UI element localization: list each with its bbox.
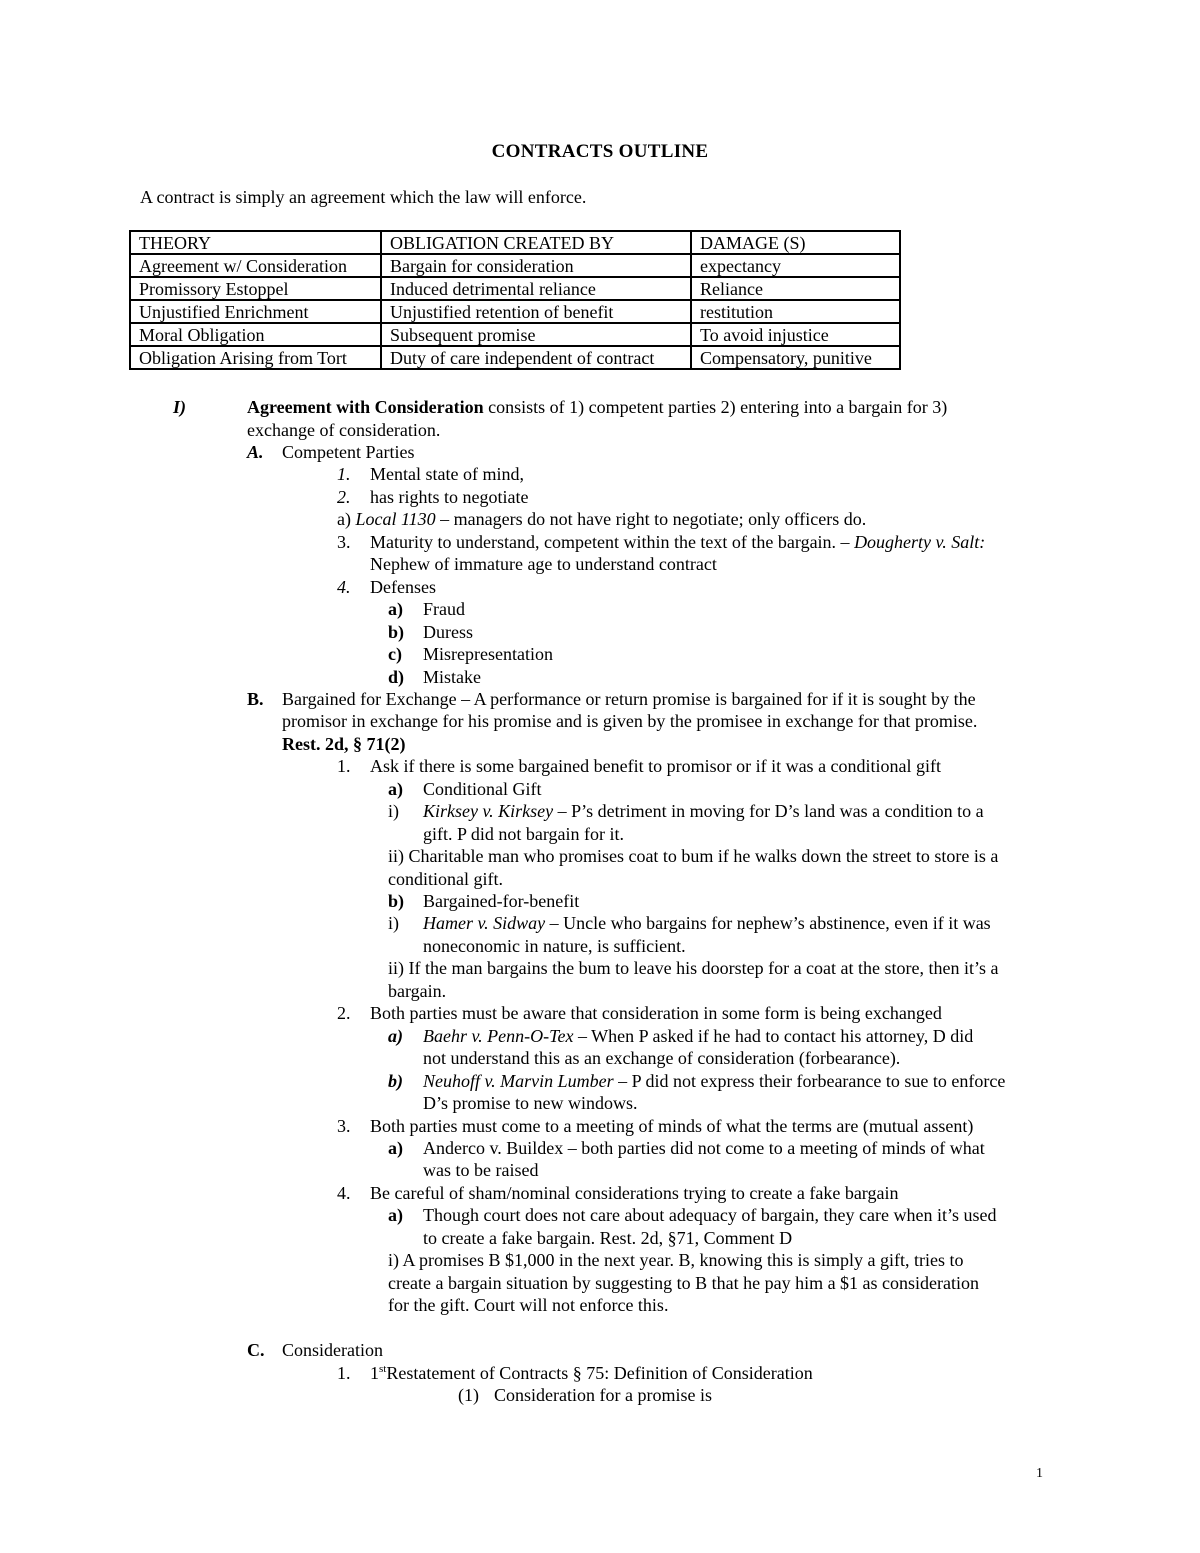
table-cell: To avoid injustice (691, 323, 900, 346)
list-marker: 3. (337, 1116, 351, 1136)
list-item: Though court does not care about adequacy of bargain, they care when it’s used (423, 1205, 997, 1225)
section-heading: Agreement with Consideration (247, 397, 484, 417)
list-marker: b) (388, 891, 405, 911)
table-cell: Bargain for consideration (381, 254, 691, 277)
case-name: Local 1130 (355, 509, 436, 529)
table-row (130, 277, 900, 300)
table-cell: Reliance (691, 277, 900, 300)
list-marker: c) (388, 644, 402, 664)
table-cell: Duty of care independent of contract (381, 346, 691, 369)
list-marker: i) (388, 913, 399, 933)
case-name: Kirksey v. Kirksey (423, 801, 554, 821)
list-item (337, 508, 866, 531)
list-item: Both parties must come to a meeting of minds of what the terms are (mutual assent) (370, 1116, 974, 1136)
list-marker: i) (388, 801, 399, 821)
list-item: Mistake (423, 667, 481, 687)
table-cell: Unjustified retention of benefit (381, 300, 691, 323)
document-title: CONTRACTS OUTLINE (491, 141, 709, 162)
table-cell: Induced detrimental reliance (381, 277, 691, 300)
list-item: Consideration for a promise is (494, 1385, 712, 1405)
subsection-label: Competent Parties (282, 442, 415, 462)
list-item: for the gift. Court will not enforce this. (388, 1295, 669, 1315)
list-item: ii) If the man bargains the bum to leave his doorstep for a coat at the store, then it’s a (388, 958, 999, 978)
table-cell: Subsequent promise (381, 323, 691, 346)
ordinal-number: 1 (370, 1363, 379, 1383)
list-marker: 4. (337, 1183, 351, 1203)
list-marker: 1. (337, 464, 351, 484)
section-marker: I) (173, 397, 186, 417)
list-marker: 4. (337, 577, 351, 597)
list-marker: a) (337, 509, 356, 529)
table-row (130, 346, 900, 369)
table-cell: Obligation Arising from Tort (130, 346, 381, 369)
case-name: Baehr v. Penn-O-Tex (423, 1026, 574, 1046)
subsection-marker: B. (247, 689, 264, 709)
list-item-text: – When P asked if he had to contact his attorney, D did (573, 1026, 974, 1046)
subsection-text: Bargained for Exchange – A performance or return promise is bargained for if it is sought by the (282, 689, 976, 709)
list-item: Both parties must be aware that consideration in some form is being exchanged (370, 1003, 942, 1023)
section-heading-line (247, 396, 947, 419)
list-marker: 3. (337, 532, 351, 552)
list-marker: a) (388, 1138, 403, 1158)
table-cell: expectancy (691, 254, 900, 277)
section-heading-text: consists of 1) competent parties 2) entering into a bargain for 3) (483, 397, 948, 417)
list-item: Anderco v. Buildex – both parties did not come to a meeting of minds of what (423, 1138, 985, 1158)
subsection-text: promisor in exchange for his promise and is given by the promisee in exchange for that promise. (282, 711, 978, 731)
case-name: Hamer v. Sidway (423, 913, 546, 933)
citation: Rest. 2d, § 71(2) (282, 734, 406, 754)
list-item (423, 800, 984, 823)
list-item: Ask if there is some bargained benefit to promisor or if it was a conditional gift (370, 756, 942, 776)
table-row (130, 300, 900, 323)
list-item (370, 531, 985, 554)
page-number: 1 (1036, 1466, 1043, 1481)
list-item: to create a fake bargain. Rest. 2d, §71, Comment D (423, 1228, 793, 1248)
list-item: Be careful of sham/nominal considerations trying to create a fake bargain (370, 1183, 899, 1203)
list-item: has rights to negotiate (370, 487, 529, 507)
list-item (423, 1025, 973, 1048)
table-cell: Compensatory, punitive (691, 346, 900, 369)
subsection-marker: A. (247, 442, 264, 462)
list-marker: 2. (337, 487, 351, 507)
list-item: create a bargain situation by suggesting to B that he pay him a $1 as consideration (388, 1273, 980, 1293)
list-marker: a) (388, 1026, 403, 1046)
list-item-text: – managers do not have right to negotiate; only officers do. (435, 509, 867, 529)
theory-table (129, 230, 901, 370)
list-marker: 1. (337, 1363, 351, 1383)
list-item: Mental state of mind, (370, 464, 524, 484)
list-item (423, 1070, 1005, 1093)
list-marker: a) (388, 599, 403, 619)
list-marker: 1. (337, 756, 351, 776)
list-item: was to be raised (423, 1160, 539, 1180)
list-item-text: Maturity to understand, competent within the text of the bargain. – (370, 532, 855, 552)
list-item: Defenses (370, 577, 436, 597)
list-item: Misrepresentation (423, 644, 553, 664)
subsection-marker: C. (247, 1340, 265, 1360)
list-marker: a) (388, 779, 403, 799)
case-name: Dougherty v. Salt: (854, 532, 986, 552)
list-item: ii) Charitable man who promises coat to bum if he walks down the street to store is a (388, 846, 999, 866)
table-cell: Promissory Estoppel (130, 277, 381, 300)
list-item-text: – P did not express their forbearance to sue to enforce (613, 1071, 1006, 1091)
table-cell: Moral Obligation (130, 323, 381, 346)
table-header-cell: DAMAGE (S) (691, 231, 900, 254)
list-item (423, 912, 991, 935)
list-item: Bargained-for-benefit (423, 891, 580, 911)
table-header-cell: OBLIGATION CREATED BY (381, 231, 691, 254)
list-marker: d) (388, 667, 405, 687)
list-item: conditional gift. (388, 869, 503, 889)
section-text: exchange of consideration. (247, 420, 441, 440)
list-item-text: – P’s detriment in moving for D’s land was a condition to a (553, 801, 984, 821)
list-item: noneconomic in nature, is sufficient. (423, 936, 686, 956)
table-row (130, 323, 900, 346)
table-cell: Unjustified Enrichment (130, 300, 381, 323)
list-item: bargain. (388, 981, 447, 1001)
list-item: gift. P did not bargain for it. (423, 824, 624, 844)
list-item: Fraud (423, 599, 465, 619)
table-cell: restitution (691, 300, 900, 323)
table-header-cell: THEORY (130, 231, 381, 254)
list-marker: a) (388, 1205, 403, 1225)
table-cell: Agreement w/ Consideration (130, 254, 381, 277)
case-name: Neuhoff v. Marvin Lumber (423, 1071, 614, 1091)
ordinal-suffix: st (379, 1363, 387, 1375)
list-marker: (1) (458, 1385, 479, 1405)
list-item-text: Restatement of Contracts § 75: Definition of Consideration (386, 1363, 813, 1383)
list-item: i) A promises B $1,000 in the next year. B, knowing this is simply a gift, tries to (388, 1250, 964, 1270)
list-item: Nephew of immature age to understand contract (370, 554, 717, 574)
list-marker: b) (388, 1071, 403, 1091)
table-header-row (130, 231, 900, 254)
list-item (370, 1362, 813, 1385)
list-item: D’s promise to new windows. (423, 1093, 638, 1113)
list-item: Duress (423, 622, 473, 642)
intro-text: A contract is simply an agreement which the law will enforce. (140, 187, 587, 207)
list-item: not understand this as an exchange of consideration (forbearance). (423, 1048, 901, 1068)
table-row (130, 254, 900, 277)
list-marker: 2. (337, 1003, 351, 1023)
list-item-text: – Uncle who bargains for nephew’s abstinence, even if it was (545, 913, 991, 933)
subsection-label: Consideration (282, 1340, 383, 1360)
list-item: Conditional Gift (423, 779, 542, 799)
list-marker: b) (388, 622, 405, 642)
